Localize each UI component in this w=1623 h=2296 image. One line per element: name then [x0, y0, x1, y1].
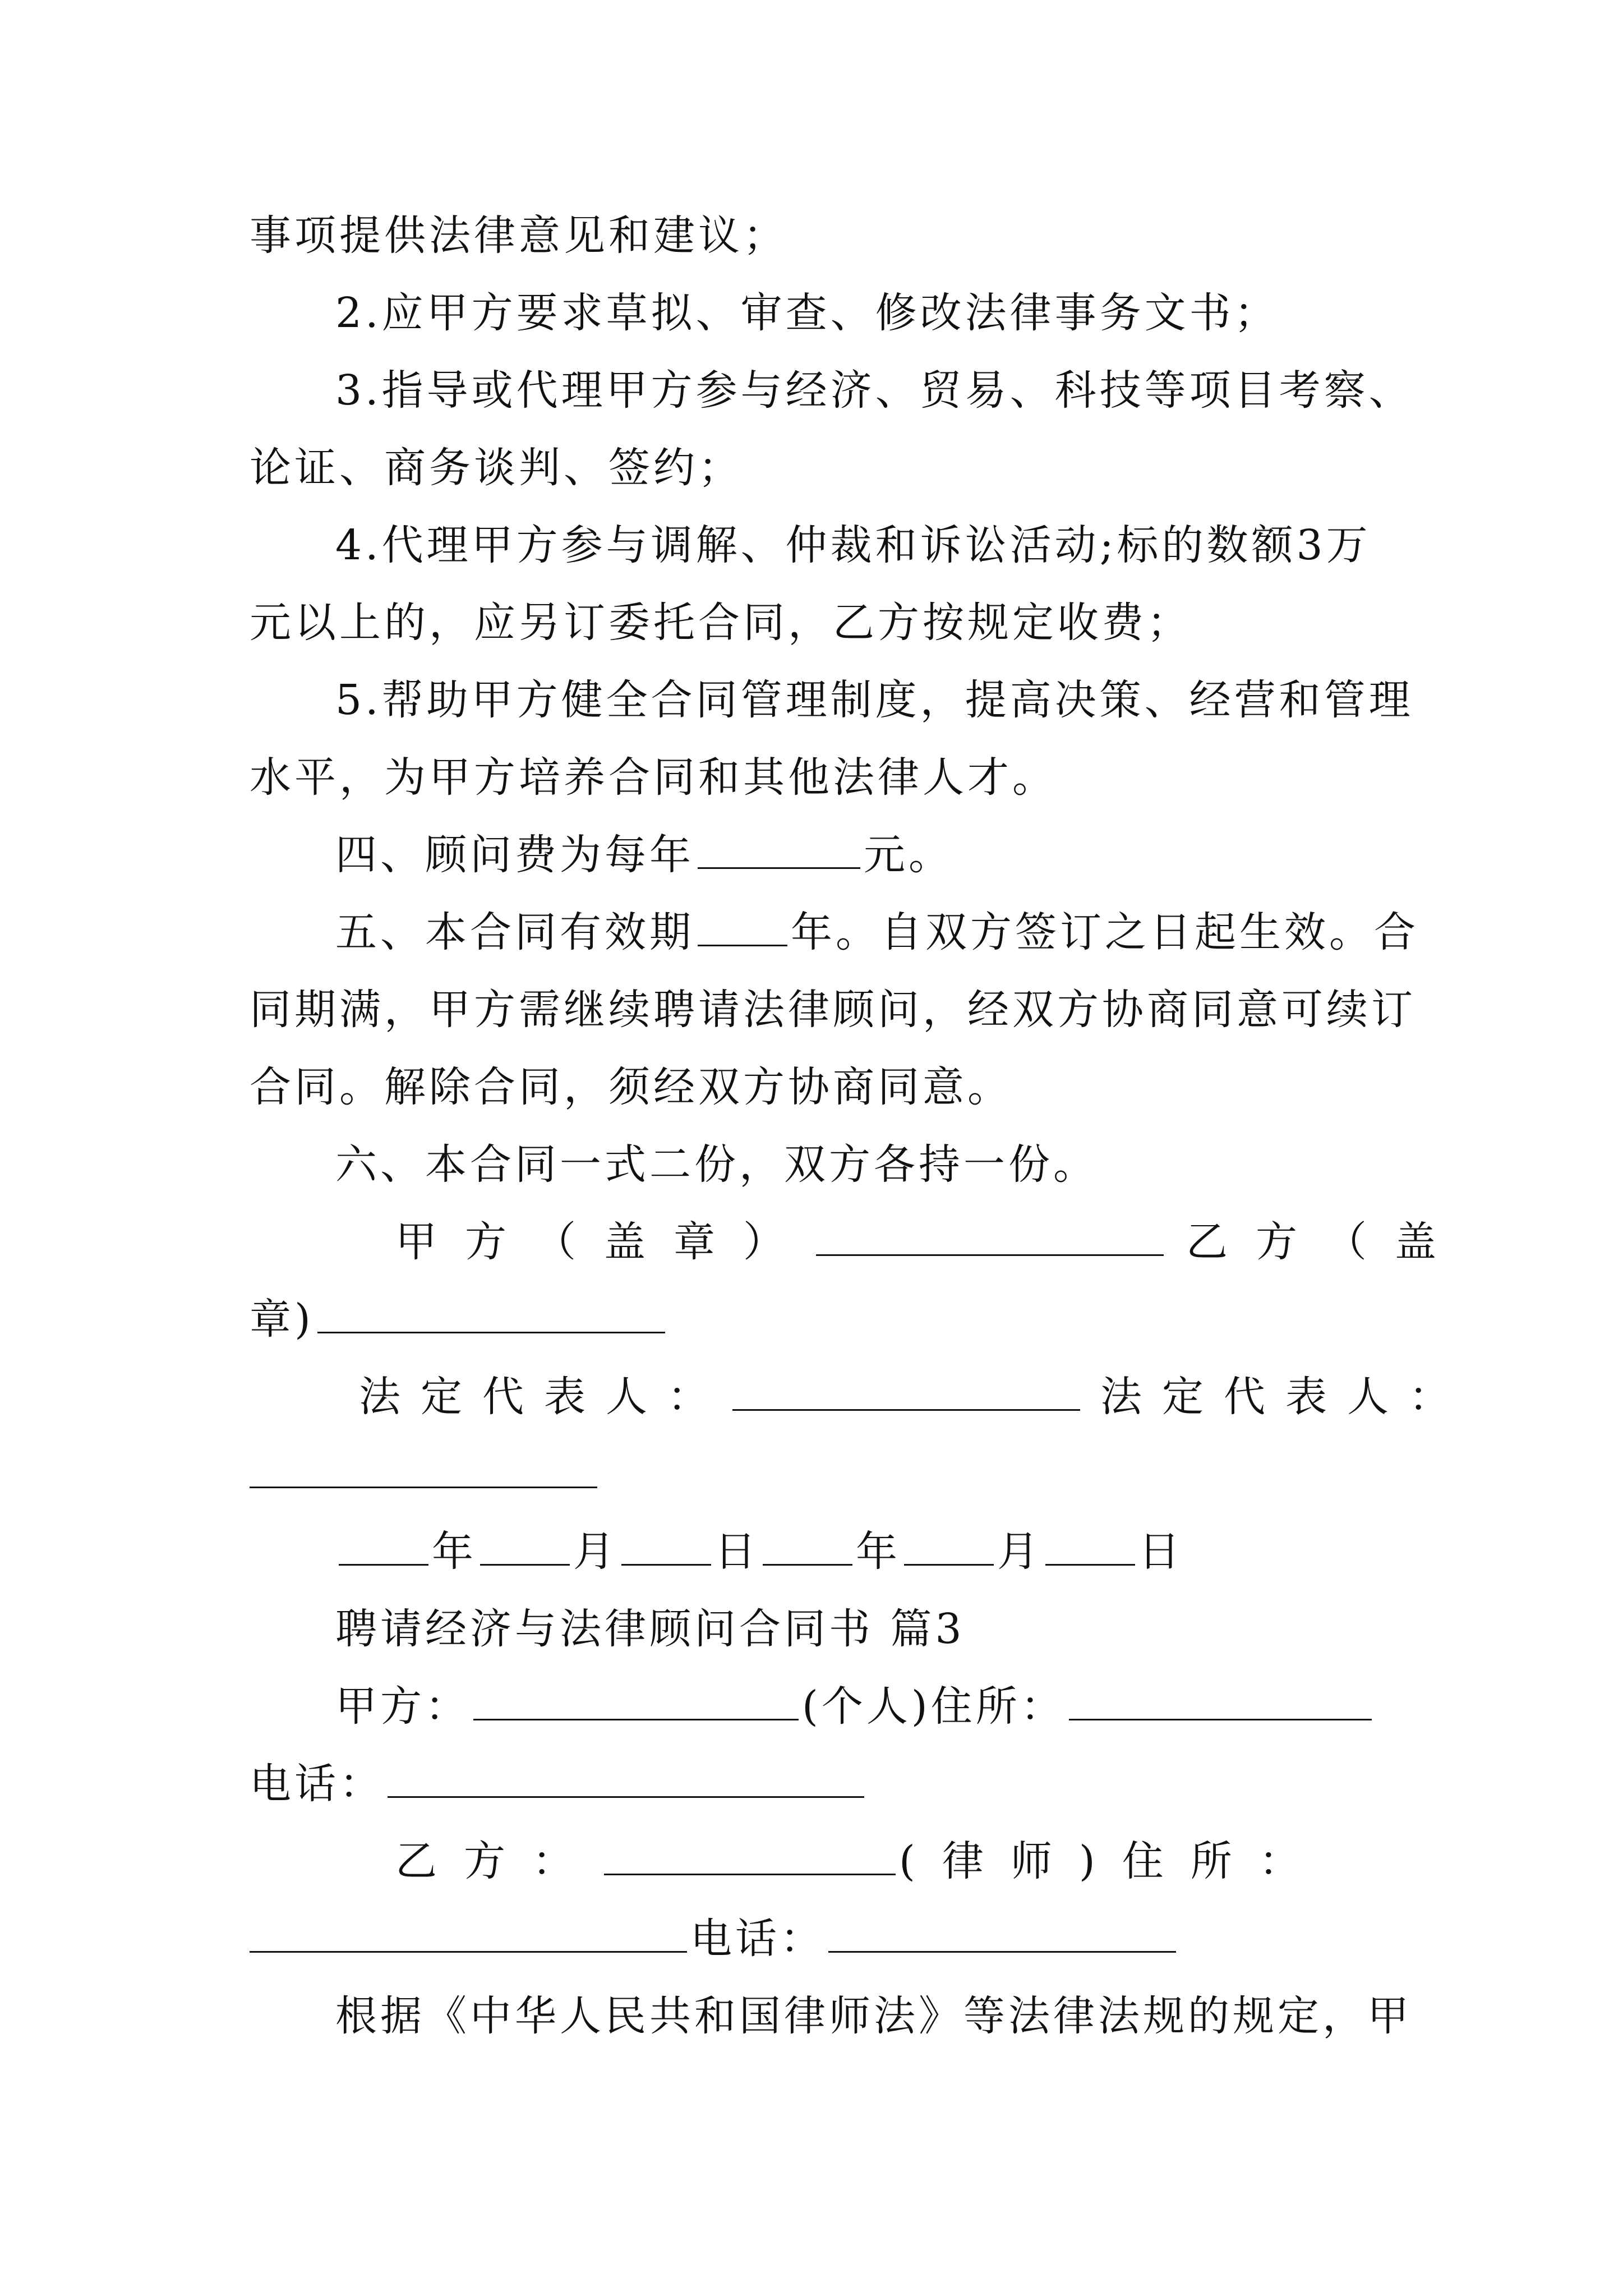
date-b-year: 年 — [856, 1527, 901, 1576]
seal-line — [395, 1205, 1464, 1278]
text-line-6: 元以上的，应另订委托合同，乙方按规定收费； — [250, 599, 1192, 647]
party-b-phone-blank — [828, 1912, 1176, 1953]
party-b-address-blank — [250, 1912, 687, 1953]
party-a-label: 甲方： — [335, 1682, 470, 1731]
party-b-label: 乙方： — [395, 1837, 601, 1885]
party-b-name-blank — [604, 1834, 896, 1875]
fee-suffix: 元。 — [864, 831, 953, 879]
party-a-seal-blank — [816, 1215, 1164, 1256]
party-a-type: (个人)住所： — [802, 1682, 1066, 1731]
date-a-day-blank — [621, 1525, 711, 1566]
legal-rep-line-2 — [250, 1438, 1388, 1511]
fee-prefix: 四、顾问费为每年 — [335, 831, 694, 879]
phone-label-2: 电话： — [690, 1915, 825, 1963]
copies-line: 六、本合同一式二份，双方各持一份。 — [335, 1140, 1098, 1189]
legal-rep-a-blank — [732, 1370, 1080, 1411]
party-b-seal-blank — [317, 1292, 665, 1333]
party-a-address-blank — [1069, 1680, 1372, 1720]
legal-rep-b-blank — [250, 1447, 597, 1488]
section-title: 聘请经济与法律顾问合同书 篇3 — [335, 1605, 965, 1653]
date-line — [335, 1515, 1388, 1588]
party-a-seal: 甲方（盖章） — [395, 1218, 813, 1266]
text-line-8: 水平，为甲方培养合同和其他法律人才。 — [250, 753, 1057, 802]
date-b-month: 月 — [997, 1527, 1042, 1576]
text-line-5: 4.代理甲方参与调解、仲裁和诉讼活动;标的数额3万 — [335, 521, 1371, 569]
seal-line-2 — [250, 1283, 1388, 1356]
party-b-info-line — [395, 1825, 1388, 1898]
date-a-year-blank — [339, 1525, 428, 1566]
party-b-phone-line — [250, 1902, 1388, 1975]
date-b-year-blank — [763, 1525, 852, 1566]
party-a-phone-line — [250, 1747, 1388, 1820]
contract-term-line — [335, 896, 1419, 969]
text-line-4: 论证、商务谈判、签约； — [250, 444, 743, 492]
legal-rep-line — [359, 1360, 1470, 1433]
legal-rep-a: 法定代表人： — [359, 1373, 729, 1421]
closing-line: 根据《中华人民共和国律师法》等法律法规的规定，甲 — [335, 1992, 1412, 2040]
term-suffix: 年。自双方签订之日起生效。合 — [791, 908, 1419, 956]
date-b-month-blank — [904, 1525, 994, 1566]
term-prefix: 五、本合同有效期 — [335, 908, 694, 956]
date-a-month: 月 — [573, 1527, 618, 1576]
consulting-fee-line — [335, 818, 1388, 891]
date-b-day: 日 — [1138, 1527, 1183, 1576]
date-a-month-blank — [480, 1525, 570, 1566]
party-b-seal-end: 章) — [250, 1295, 314, 1343]
contract-term-line-3: 合同。解除合同，须经双方协商同意。 — [250, 1063, 1012, 1111]
party-a-name-blank — [473, 1680, 799, 1720]
term-blank — [698, 905, 787, 946]
text-line-2: 2.应甲方要求草拟、审查、修改法律事务文书； — [335, 289, 1279, 337]
fee-blank — [698, 828, 860, 869]
party-b-seal-start: 乙方（盖 — [1186, 1218, 1464, 1266]
date-b-day-blank — [1045, 1525, 1135, 1566]
party-a-phone-blank — [388, 1757, 864, 1798]
party-a-info-line — [335, 1670, 1388, 1743]
date-a-day: 日 — [714, 1527, 759, 1576]
text-line-3: 3.指导或代理甲方参与经济、贸易、科技等项目考察、 — [335, 366, 1414, 415]
text-line-7: 5.帮助甲方健全合同管理制度，提高决策、经营和管理 — [335, 676, 1414, 724]
date-a-year: 年 — [432, 1527, 477, 1576]
text-line-1: 事项提供法律意见和建议； — [250, 211, 788, 260]
party-b-type: (律师)住所： — [899, 1837, 1327, 1885]
phone-label: 电话： — [250, 1760, 384, 1808]
legal-rep-b: 法定代表人： — [1100, 1373, 1470, 1421]
contract-term-line-2: 同期满，甲方需继续聘请法律顾问，经双方协商同意可续订 — [250, 986, 1416, 1034]
